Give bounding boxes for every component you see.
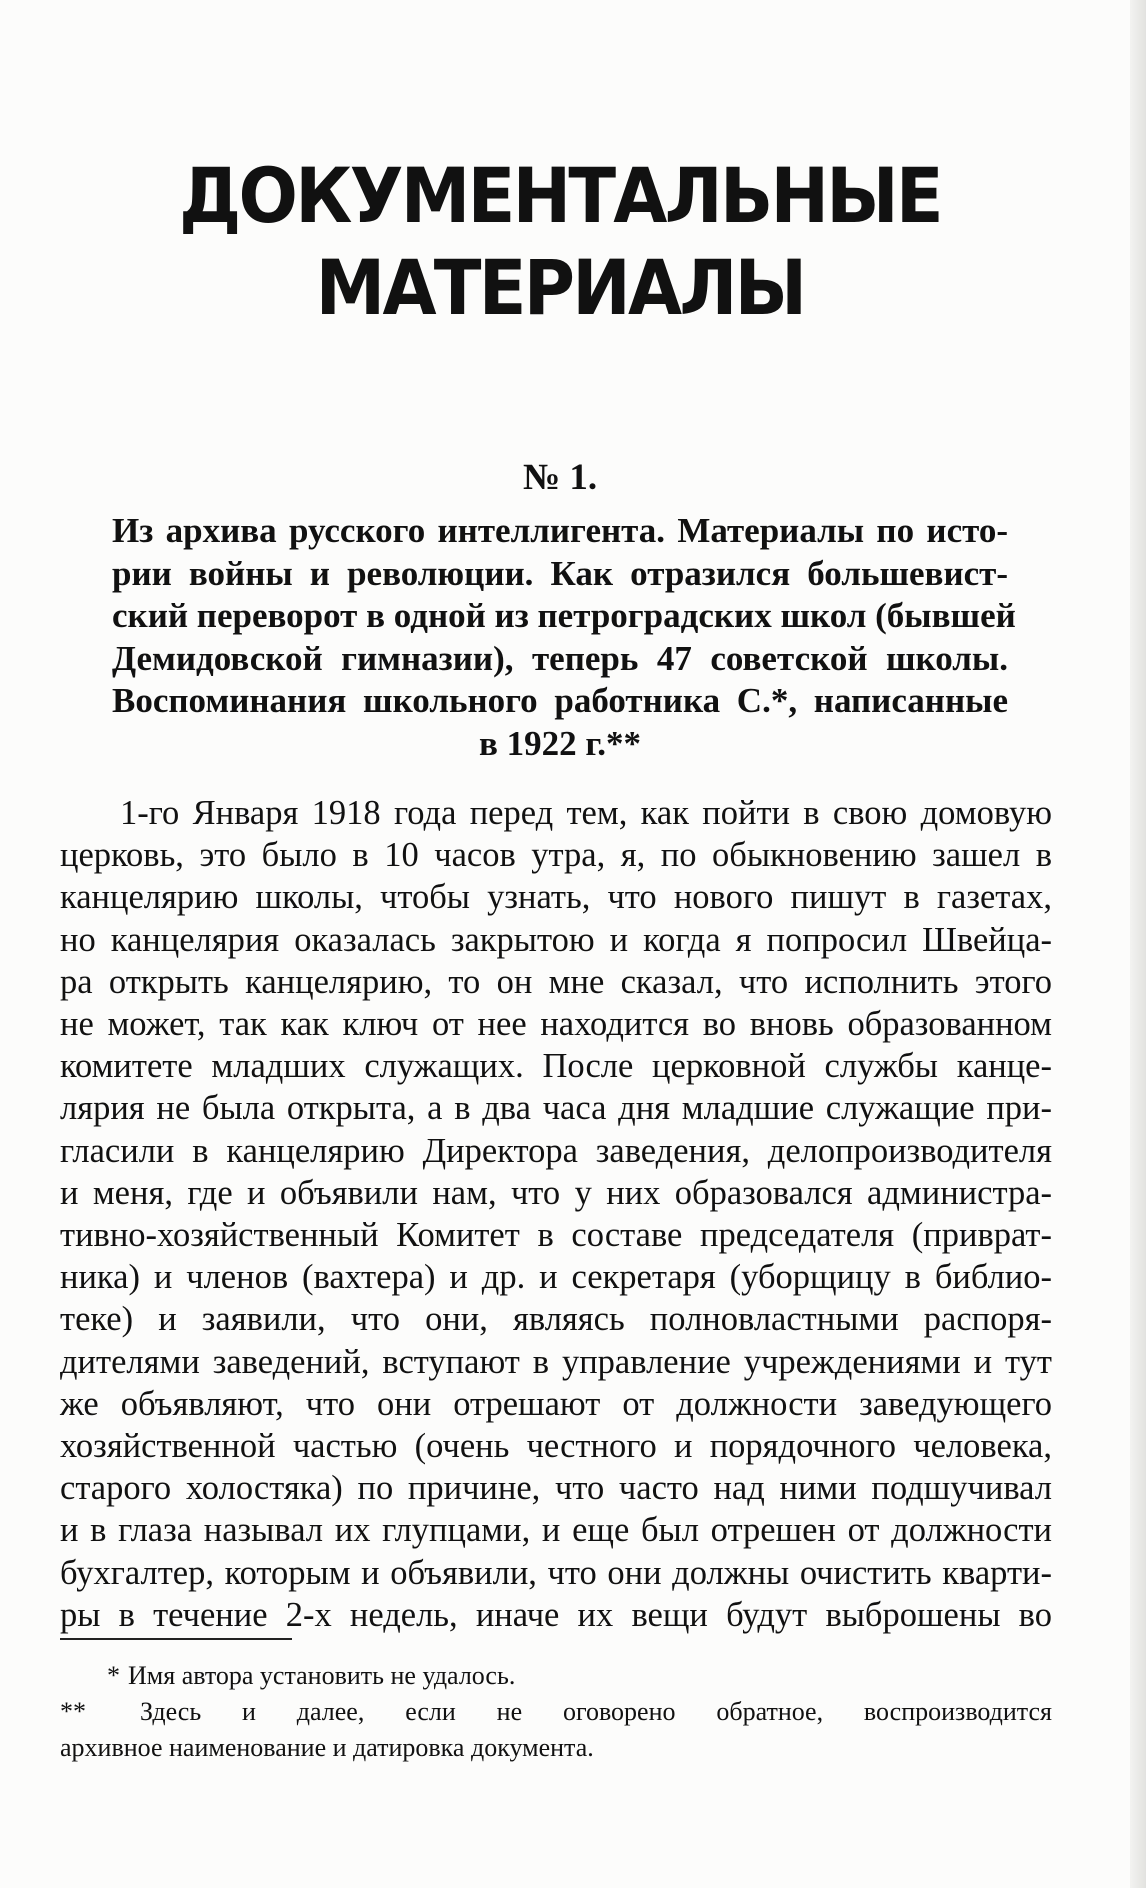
body-line: ника) и членов (вахтера) и др. и секретаря (уборщицу в библио-	[60, 1258, 1052, 1297]
footnote-2-text-line-1: Здесь и далее, если не оговорено обратное, воспроизводится	[140, 1697, 1052, 1726]
document-title	[112, 510, 1016, 765]
body-line: ры в течение 2-х недель, иначе их вещи будут выброшены во	[60, 1595, 1052, 1634]
document-number: № 1.	[522, 457, 598, 498]
body-line: бухгалтер, которым и объявили, что они должны очистить кварти-	[60, 1553, 1052, 1592]
body-line: ра открыть канцелярию, то он мне сказал, что исполнить этого	[60, 962, 1052, 1001]
footnote-divider	[60, 1638, 292, 1640]
footnote-1-text: Имя автора установить не удалось.	[128, 1661, 516, 1690]
document-title-line: Демидовской гимназии), теперь 47 советской школы.	[112, 638, 1008, 678]
document-title-line: в 1922 г.**	[478, 723, 642, 763]
body-line: комитете младших служащих. После церковной службы канце-	[60, 1047, 1052, 1086]
body-line: и меня, где и объявили нам, что у них образовался администра-	[60, 1173, 1052, 1212]
footnote-2-text-line-2: архивное наименование и датировка документа.	[60, 1733, 594, 1762]
body-line: тивно-хозяйственный Комитет в составе председателя (приврат-	[60, 1216, 1052, 1255]
footnote-1-mark: *	[107, 1661, 120, 1690]
footnote-1	[60, 1658, 1052, 1694]
section-heading-line-2: МАТЕРИАЛЫ	[315, 243, 805, 332]
body-line: хозяйственной частью (очень честного и порядочного человека,	[60, 1427, 1052, 1466]
body-line: церковь, это было в 10 часов утра, я, по обыкновению зашел в	[60, 836, 1052, 875]
body-line: 1-го Января 1918 года перед тем, как пойти в свою домовую	[120, 794, 1052, 832]
body-line: гласили в канцелярию Директора заведения, делопроизводителя	[60, 1131, 1052, 1170]
body-line: не может, так как ключ от нее находится во вновь образованном	[60, 1005, 1052, 1044]
body-line: теке) и заявили, что они, являясь полновластными распоря-	[60, 1300, 1052, 1339]
body-line: старого холостяка) по причине, что часто над ними подшучивал	[60, 1469, 1052, 1508]
body-line: канцелярию школы, чтобы узнать, что нового пишут в газетах,	[60, 878, 1052, 917]
document-title-line: ский переворот в одной из петроградских школ (бывшей	[112, 596, 1016, 635]
body-line: лярия не была открыта, а в два часа дня младшие служащие при-	[60, 1089, 1052, 1128]
page-edge	[1130, 0, 1146, 1888]
document-title-line: Воспоминания школьного работника С.*, написанные	[112, 681, 1008, 720]
body-line: дителями заведений, вступают в управление учреждениями и тут	[60, 1342, 1052, 1381]
document-title-line: рии войны и революции. Как отразился большевист-	[112, 553, 1008, 593]
body-line: и в глаза называл их глупцами, и еще был отрешен от должности	[60, 1511, 1052, 1550]
document-body	[60, 792, 1052, 1636]
footnote-2	[60, 1694, 1052, 1766]
body-line: но канцелярия оказалась закрытою и когда я попросил Швейца-	[60, 920, 1052, 959]
body-line: же объявляют, что они отрешают от должности заведующего	[60, 1384, 1052, 1423]
document-title-line: Из архива русского интеллигента. Материалы по исто-	[112, 511, 1008, 550]
section-heading-line-1: ДОКУМЕНТАЛЬНЫЕ	[179, 151, 941, 240]
footnote-2-mark: **	[60, 1697, 86, 1726]
